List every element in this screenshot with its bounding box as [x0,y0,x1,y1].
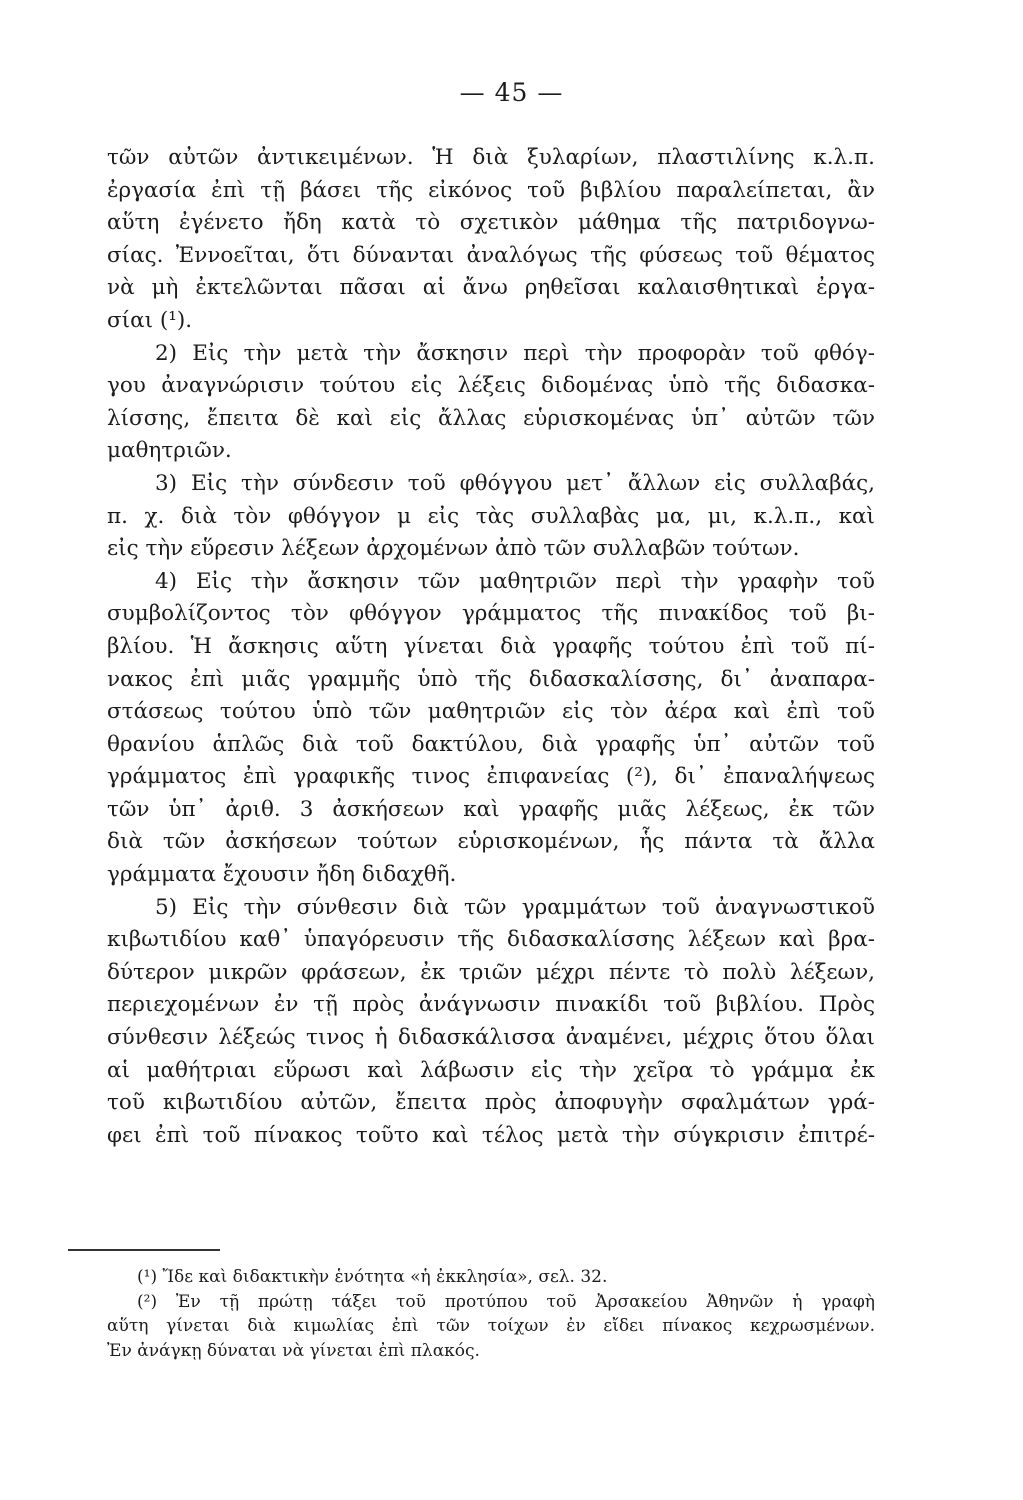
main-text [107,142,875,1152]
footnote-2: (²) Ἐν τῇ πρώτῃ τάξει τοῦ προτύπου τοῦ Ἀρσακείου Ἀθηνῶν ἡ γραφὴ [137,1291,875,1312]
text-line: διὰ τῶν ἀσκήσεων τούτων εὑρισκομένων, ἧς πάντα τὰ ἄλλα [107,829,875,855]
item-2-line: 2) Εἰς τὴν μετὰ τὴν ἄσκησιν περὶ τὴν προφορὰν τοῦ φθόγ- [155,340,875,366]
text-line: τῶν αὐτῶν ἀντικειμένων. Ἡ διὰ ξυλαρίων, πλαστιλίνης κ.λ.π. [107,145,875,170]
text-line: μαθητριῶν. [107,438,232,464]
text-line: στάσεως τούτου ὑπὸ τῶν μαθητριῶν εἰς τὸν ἀέρα καὶ ἐπὶ τοῦ [107,699,875,725]
text-line: τῶν ὑπ᾽ ἀριθ. 3 ἀσκήσεων καὶ γραφῆς μιᾶς λέξεως, ἐκ τῶν [107,796,875,822]
text-line: γράμματος ἐπὶ γραφικῆς τινος ἐπιφανείας (²), δι᾽ ἐπαναλήψεως [107,764,875,790]
text-line: αὕτη ἐγένετο ἤδη κατὰ τὸ σχετικὸν μάθημα τῆς πατριδογνω- [107,210,875,236]
text-line: ἐργασία ἐπὶ τῇ βάσει τῆς εἰκόνος τοῦ βιβλίου παραλείπεται, ἂν [107,177,875,203]
text-line: εἰς τὴν εὕρεσιν λέξεων ἀρχομένων ἀπὸ τῶν συλλαβῶν τούτων. [107,536,800,562]
text-line: θρανίου ἁπλῶς διὰ τοῦ δακτύλου, διὰ γραφῆς ὑπ᾽ αὐτῶν τοῦ [107,731,875,757]
footnotes [107,1265,875,1363]
text-line: γου ἀναγνώρισιν τούτου εἰς λέξεις διδομένας ὑπὸ τῆς διδασκα- [107,373,875,399]
footnote-2-continued: Ἐν ἀνάγκῃ δύναται νὰ γίνεται ἐπὶ πλακός. [107,1340,480,1361]
text-line: νὰ μὴ ἐκτελῶνται πᾶσαι αἱ ἄνω ρηθεῖσαι καλαισθητικαὶ ἐργα- [107,275,875,301]
text-line: σύνθεσιν λέξεώς τινος ἡ διδασκάλισσα ἀναμένει, μέχρις ὅτου ὅλαι [107,1025,875,1051]
text-line: σίας. Ἐννοεῖται, ὅτι δύνανται ἀναλόγως τῆς φύσεως τοῦ θέματος [107,242,875,268]
item-5-line: 5) Εἰς τὴν σύνθεσιν διὰ τῶν γραμμάτων τοῦ ἀναγνωστικοῦ [155,894,875,920]
item-4-line: 4) Εἰς τὴν ἄσκησιν τῶν μαθητριῶν περὶ τὴν γραφὴν τοῦ [155,568,875,594]
page-number: — 45 — [459,78,564,107]
text-line: αἱ μαθήτριαι εὕρωσι καὶ λάβωσιν εἰς τὴν χεῖρα τὸ γράμμα ἐκ [107,1057,875,1083]
text-line: κιβωτιδίου καθ᾽ ὑπαγόρευσιν τῆς διδασκαλίσσης λέξεων καὶ βρα- [107,927,875,953]
text-line: π. χ. διὰ τὸν φθόγγον μ εἰς τὰς συλλαβὰς μα, μι, κ.λ.π., καὶ [107,503,875,529]
footnote-2-continued: αὕτη γίνεται διὰ κιμωλίας ἐπὶ τῶν τοίχων ἐν εἴδει πίνακος κεχρωσμένων. [107,1316,875,1336]
text-line: δύτερον μικρῶν φράσεων, ἐκ τριῶν μέχρι πέντε τὸ πολὺ λέξεων, [107,959,875,985]
text-line: σίαι (¹). [107,307,193,333]
text-line: γράμματα ἔχουσιν ἤδη διδαχθῆ. [107,862,457,888]
text-line: περιεχομένων ἐν τῇ πρὸς ἀνάγνωσιν πινακίδι τοῦ βιβλίου. Πρὸς [107,992,875,1018]
text-line: βλίου. Ἡ ἄσκησις αὕτη γίνεται διὰ γραφῆς τούτου ἐπὶ τοῦ πί- [107,633,875,659]
text-line: τοῦ κιβωτιδίου αὐτῶν, ἔπειτα πρὸς ἀποφυγὴν σφαλμάτων γρά- [107,1090,875,1116]
text-line: συμβολίζοντος τὸν φθόγγον γράμματος τῆς πινακίδος τοῦ βι- [107,601,875,627]
text-line: νακος ἐπὶ μιᾶς γραμμῆς ὑπὸ τῆς διδασκαλίσσης, δι᾽ ἀναπαρα- [107,666,875,692]
footnote-divider [68,1249,220,1251]
item-3-line: 3) Εἰς τὴν σύνδεσιν τοῦ φθόγγου μετ᾽ ἄλλων εἰς συλλαβάς, [155,470,875,496]
text-line: φει ἐπὶ τοῦ πίνακος τοῦτο καὶ τέλος μετὰ τὴν σύγκρισιν ἐπιτρέ- [107,1122,875,1148]
footnote-1: (¹) Ἴδε καὶ διδακτικὴν ἑνότητα «ἡ ἐκκλησία», σελ. 32. [137,1267,608,1287]
text-line: λίσσης, ἔπειτα δὲ καὶ εἰς ἄλλας εὑρισκομένας ὑπ᾽ αὐτῶν τῶν [107,405,875,431]
